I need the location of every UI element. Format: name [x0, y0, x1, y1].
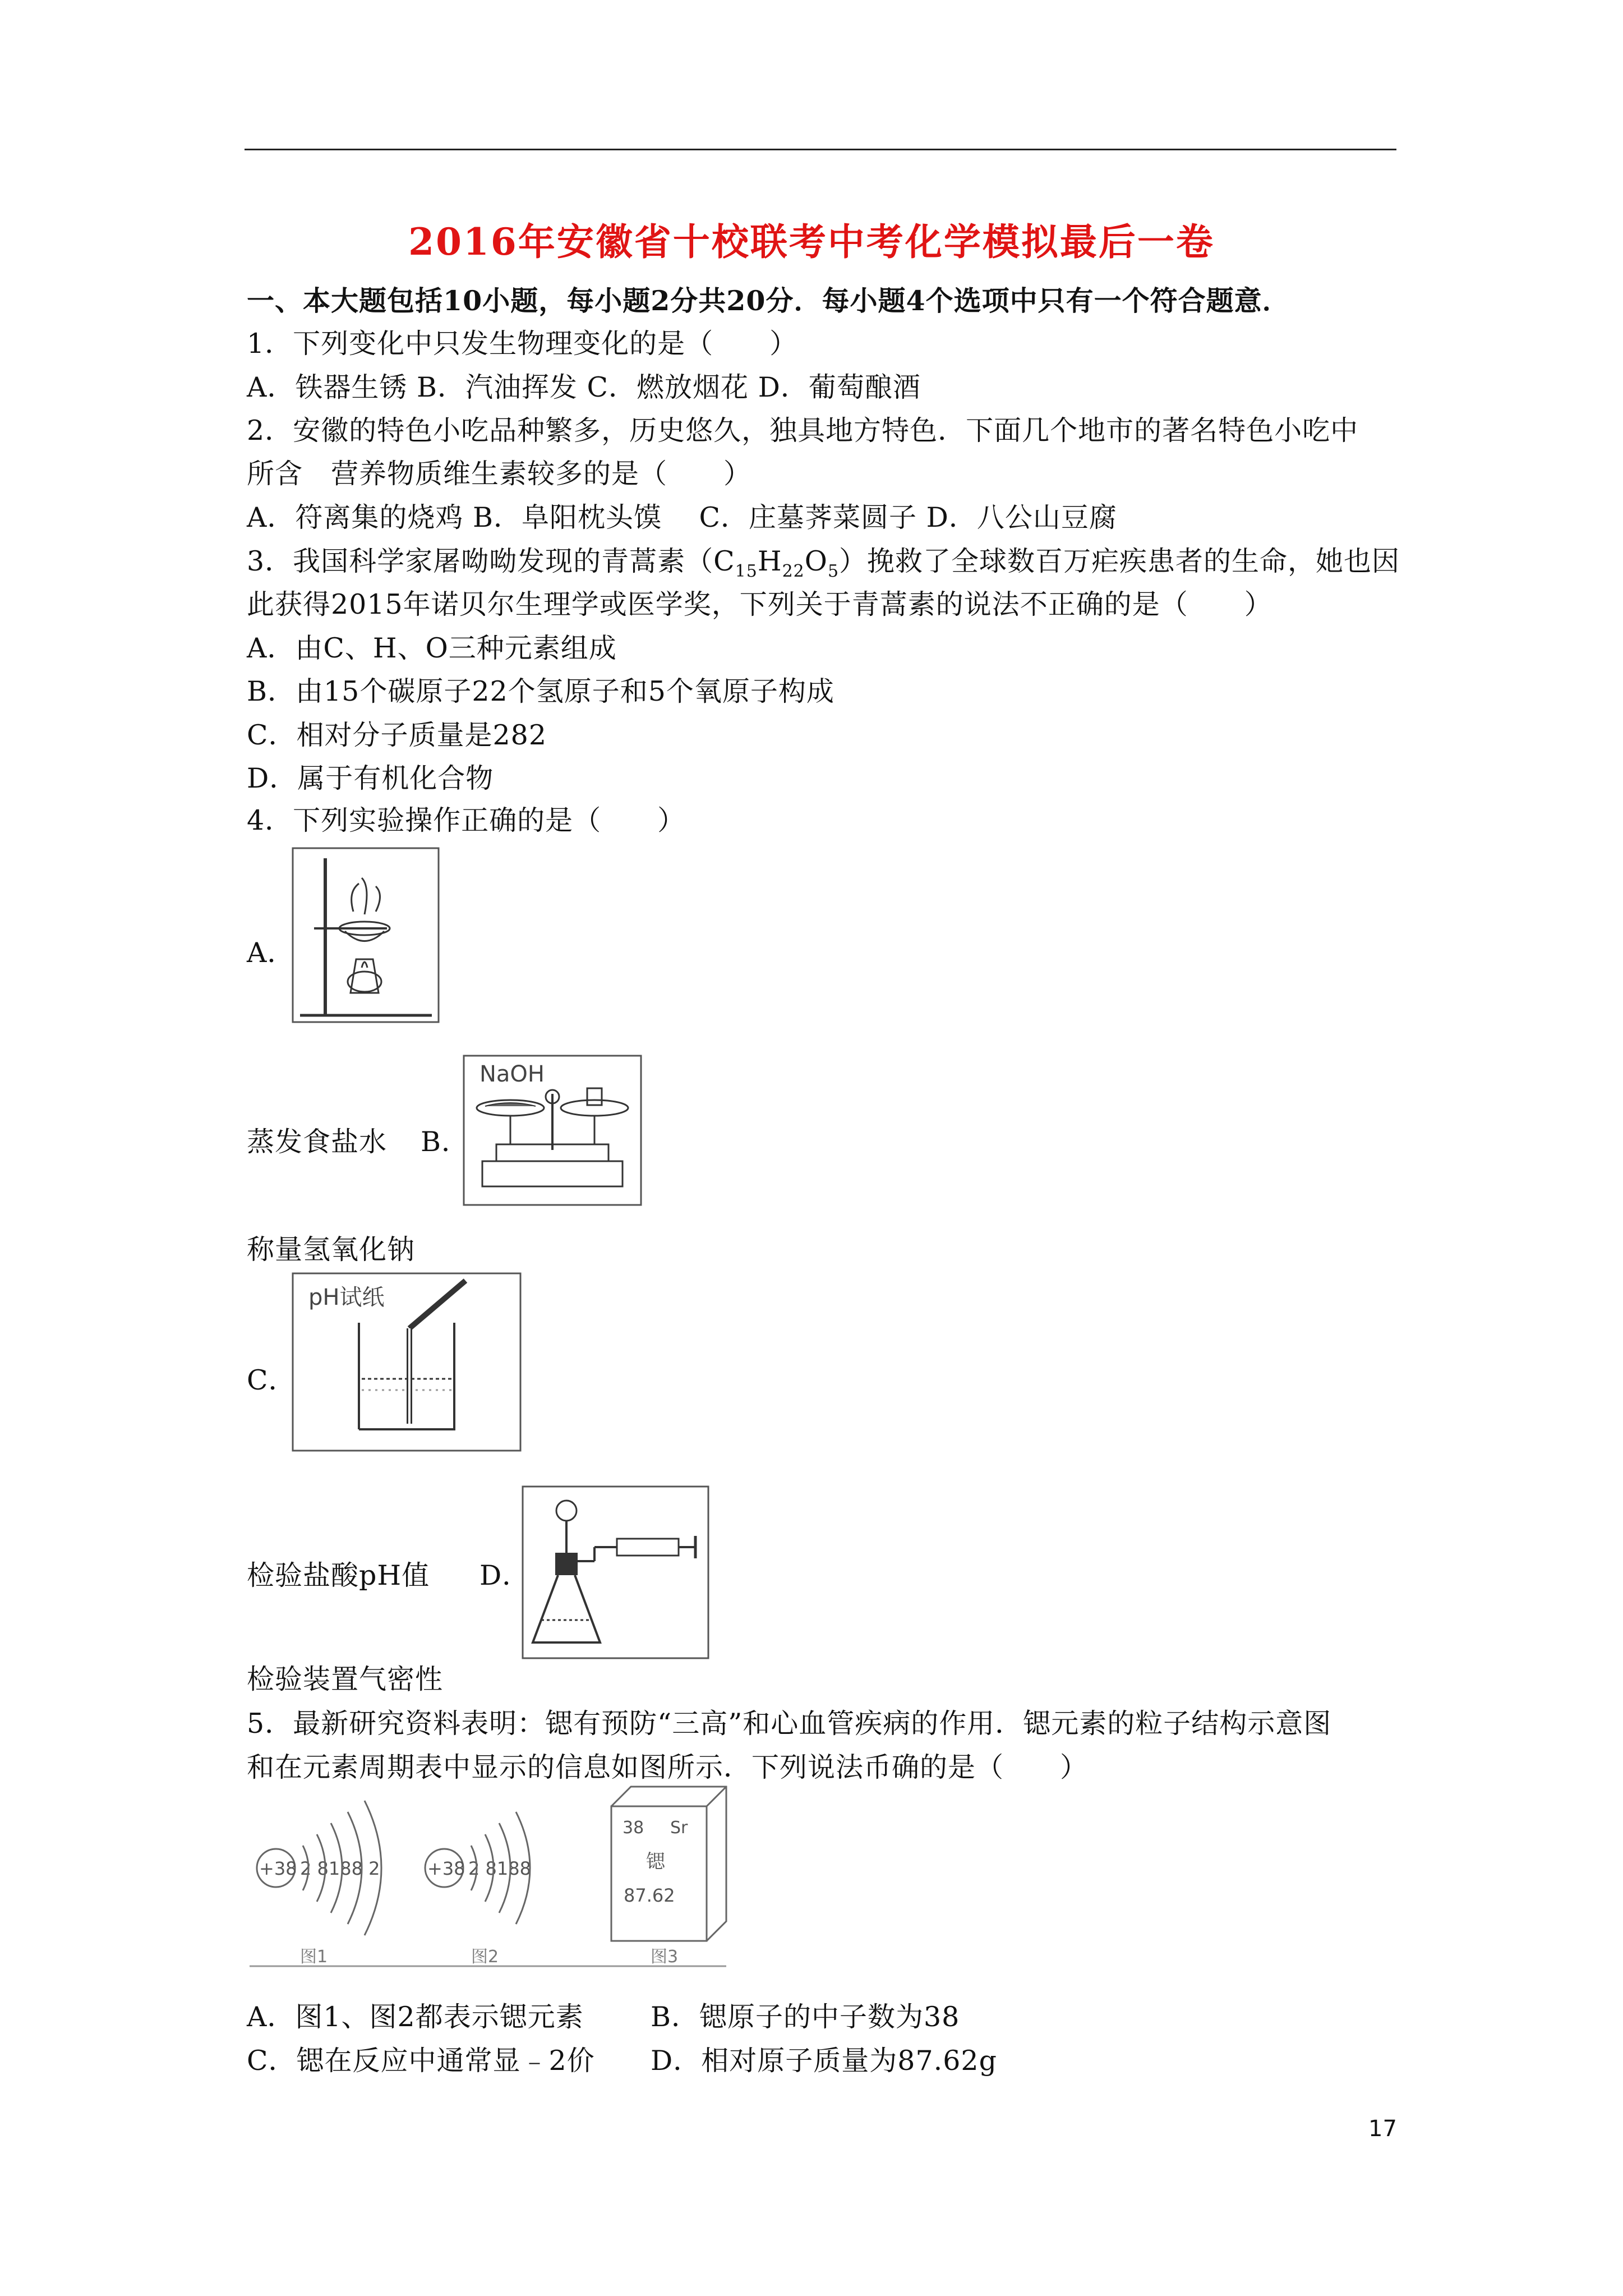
q5-option-b: B．锶原子的中子数为38 [651, 2001, 960, 2033]
balance-figure [463, 1055, 642, 1206]
q4-stem: 4．下列实验操作正确的是（ ） [247, 804, 686, 836]
q3-option-b: B．由15个碳原子22个氢原子和5个氧原子构成 [247, 675, 834, 707]
q2-stem-line1: 2．安徽的特色小吃品种繁多，历史悠久，独具地方特色．下面几个地市的著名特色小吃中 [247, 415, 1359, 447]
q4-label-a: A． [247, 937, 296, 969]
q4-label-c: C． [247, 1364, 297, 1396]
evaporation-apparatus-figure [292, 847, 440, 1024]
q5-option-d: D．相对原子质量为87.62g [651, 2045, 997, 2077]
q5-stem-line1: 5．最新研究资料表明：锶有预防“三高”和心血管疾病的作用．锶元素的粒子结构示意图 [247, 1708, 1332, 1740]
q3-stem-line1: 3．我国科学家屠呦呦发现的青蒿素$(C_{15}H_{22}O_5)$挽救了全球数百万疟疾患者的生命，她也因 [247, 545, 1400, 581]
page-number: 17 [1368, 2116, 1397, 2142]
ph-test-figure [292, 1272, 522, 1452]
header-rule [245, 149, 1396, 150]
section-heading: 一、本大题包括10小题，每小题2分共20分．每小题4个选项中只有一个符合题意． [247, 284, 1290, 317]
page-title: 2016年安徽省十校联考中考化学模拟最后一卷 [408, 220, 1215, 264]
q4-label-b: B． [421, 1126, 470, 1158]
q3-stem-line2: 此获得2015年诺贝尔生理学或医学奖，下列关于青蒿素的说法不正确的是（ ） [247, 588, 1272, 620]
fig3-mass: 87.62 [624, 1885, 675, 1906]
fig1-nucleus: +38 [259, 1858, 297, 1879]
q5-stem-line2: 和在元素周期表中显示的信息如图所示．下列说法币确的是（ ） [247, 1751, 1089, 1783]
q3-option-c: C．相对分子质量是282 [247, 719, 547, 751]
fig2-shells: 2 8188 [468, 1858, 531, 1879]
fig1-shells: 2 8188 2 [300, 1858, 380, 1879]
q5-option-c: C．锶在反应中通常显﹣2价 [247, 2045, 595, 2077]
q2-stem-line2: 所含 营养物质维生素较多的是（ ） [247, 458, 752, 490]
ph-paper-label: pH试纸 [308, 1285, 385, 1310]
q2-options: A．符离集的烧鸡 B．阜阳枕头馍 C．庄墓荠菜圆子 D．八公山豆腐 [247, 501, 1117, 533]
fig1-label: 图1 [300, 1947, 328, 1967]
q4-caption-d: 检验装置气密性 [247, 1663, 444, 1695]
fig2-nucleus: +38 [427, 1858, 465, 1879]
q4-caption-a: 蒸发食盐水 [247, 1126, 388, 1158]
q1-options: A．铁器生锈 B．汽油挥发 C．燃放烟花 D．葡萄酿酒 [247, 371, 921, 403]
q4-caption-c: 检验盐酸pH值 [247, 1559, 430, 1591]
q3-option-d: D．属于有机化合物 [247, 762, 494, 794]
fig2-label: 图2 [471, 1947, 499, 1967]
naoh-label: NaOH [479, 1061, 545, 1087]
fig3-symbol: Sr [670, 1818, 688, 1838]
q5-option-a: A．图1、图2都表示锶元素 [247, 2001, 584, 2033]
q3-option-a: A．由C、H、O三种元素组成 [247, 632, 617, 664]
strontium-structure-figure [247, 1784, 729, 1969]
q1-stem: 1．下列变化中只发生物理变化的是（ ） [247, 328, 798, 360]
fig3-label: 图3 [651, 1947, 679, 1967]
fig3-atomic-number: 38 [623, 1818, 644, 1838]
q4-label-d: D． [479, 1559, 531, 1591]
q4-caption-b: 称量氢氧化钠 [247, 1234, 416, 1266]
airtightness-test-figure [522, 1485, 709, 1659]
fig3-name: 锶 [646, 1851, 665, 1873]
